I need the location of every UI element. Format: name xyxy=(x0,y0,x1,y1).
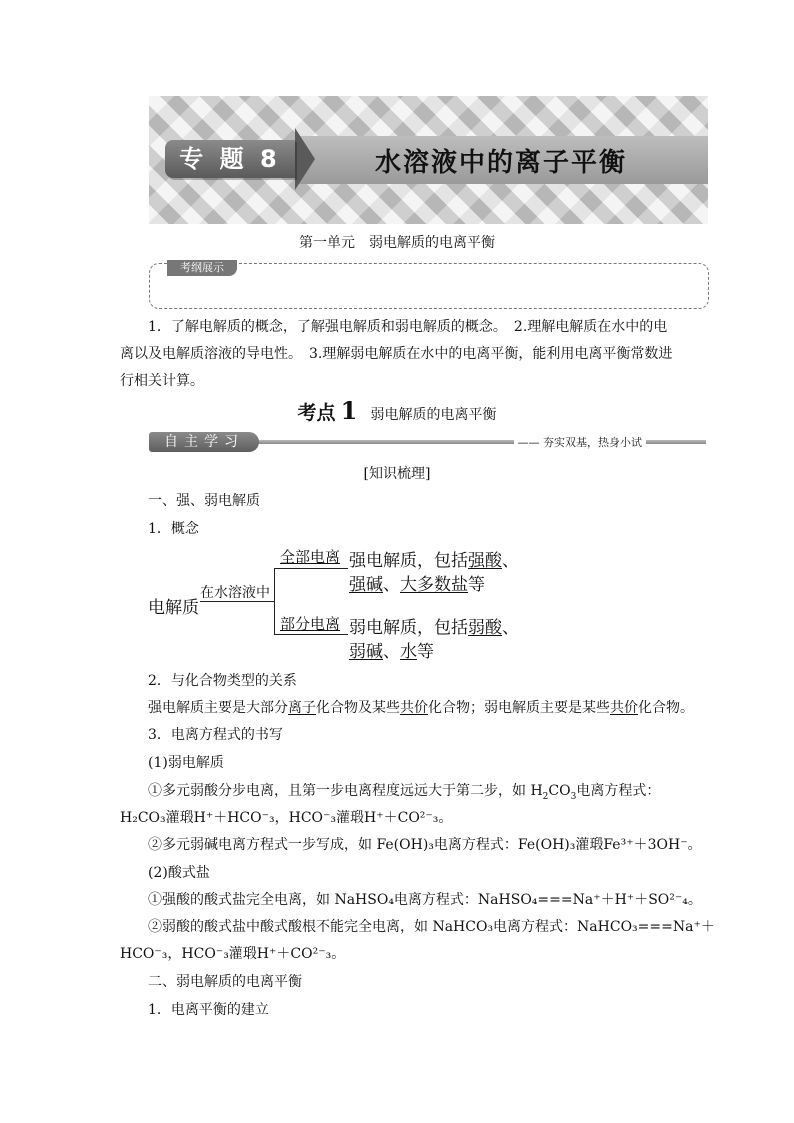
heading-1-3: 3．电离方程式的书写 xyxy=(148,727,283,743)
electrolyte-concept-diagram xyxy=(120,540,540,660)
exam-point-heading xyxy=(0,396,794,425)
diagram-stem-line xyxy=(200,601,274,602)
exam-point-number: 1 xyxy=(340,396,358,425)
sub-heading-weak: (1)弱电解质 xyxy=(148,755,224,771)
diagram-top-branch: 全部电离 xyxy=(280,548,341,566)
weak-acid-equation: H₂CO₃灌瑖H⁺＋HCO⁻₃，HCO⁻₃灌瑖H⁺＋CO²⁻₃。 xyxy=(120,810,453,826)
weak-acid-salt-rule-1: ②弱酸的酸式盐中酸式酸根不能完全电离，如 NaHCO₃电离方程式：NaHCO₃===Na⁺＋ xyxy=(148,919,715,935)
heading-1-2: 2．与化合物类型的关系 xyxy=(148,673,297,689)
self-study-bar xyxy=(149,432,706,452)
diagram-bottom-branch: 部分电离 xyxy=(280,615,341,633)
exam-point-label: 考点 xyxy=(297,402,336,424)
self-study-tag: 自主学习 xyxy=(149,432,259,452)
self-study-subtitle: —— 夯实双基，热身小试 xyxy=(514,434,647,450)
unit-title: 第一单元 弱电解质的电离平衡 xyxy=(299,235,495,251)
bot-weak-base: 弱碱 xyxy=(349,642,383,662)
syllabus-tag: 考纲展示 xyxy=(167,260,237,276)
diagram-fork-line xyxy=(274,568,275,634)
weak-acid-salt-rule-2: HCO⁻₃，HCO⁻₃灌瑖H⁺＋CO²⁻₃。 xyxy=(120,946,346,962)
diagram-bottom-line1 xyxy=(349,613,519,638)
bot-water: 水 xyxy=(400,642,417,662)
syllabus-box xyxy=(149,263,709,309)
sub-3: 3 xyxy=(570,791,577,802)
weak-acid-rule xyxy=(148,780,660,802)
bot-text4: 等 xyxy=(417,642,434,662)
diagram-condition: 在水溶液中 xyxy=(200,585,270,601)
diagram-bottom-arrow xyxy=(274,634,348,635)
top-text4: 等 xyxy=(468,575,485,595)
diagram-top-line2 xyxy=(349,570,485,595)
diagram-top-line1 xyxy=(349,546,519,571)
weak-acid-text1: ①多元弱酸分步电离，且第一步电离程度远远大于第二步，如 H xyxy=(148,783,543,799)
top-strong-acid: 强酸 xyxy=(468,551,502,571)
top-most-salts: 大多数盐 xyxy=(400,575,468,595)
syllabus-text: 1．了解电解质的概念，了解强电解质和弱电解质的概念。 2.理解电解质在水中的电离以及电解质溶液的导电性。 3.理解弱电解质在水中的电离平衡，能利用电离平衡常数进行相关计算。 xyxy=(120,319,673,389)
exam-point-subtitle: 弱电解质的电离平衡 xyxy=(370,407,497,423)
diagram-bottom-line2 xyxy=(349,637,434,662)
knowledge-section-label: [知识梳理] xyxy=(363,466,431,482)
sub-2: 2 xyxy=(542,791,549,802)
rel-covalent1: 共价 xyxy=(400,700,428,716)
heading-2: 二、弱电解质的电离平衡 xyxy=(148,974,302,990)
top-strong-base: 强碱 xyxy=(349,575,383,595)
diagram-root: 电解质 xyxy=(148,598,199,618)
bot-sep1: 、 xyxy=(502,618,519,638)
heading-1: 一、强、弱电解质 xyxy=(148,493,260,509)
weak-acid-text2: CO xyxy=(548,783,571,799)
bot-sep2: 、 xyxy=(383,642,400,662)
top-sep2: 、 xyxy=(383,575,400,595)
topic-banner xyxy=(149,96,708,224)
rel-text2: 化合物及某些 xyxy=(316,700,400,716)
topic-number-tag: 专 题 8 xyxy=(165,140,295,178)
rel-text4: 化合物。 xyxy=(638,700,694,716)
banner-arrow-shape xyxy=(295,128,315,190)
weak-base-rule: ②多元弱碱电离方程式一步写成，如 Fe(OH)₃电离方程式：Fe(OH)₃灌瑖Fe³⁺＋3OH⁻。 xyxy=(148,837,702,853)
top-sep1: 、 xyxy=(502,551,519,571)
rel-text3: 化合物；弱电解质主要是某些 xyxy=(428,700,610,716)
diagram-top-arrow xyxy=(274,568,348,569)
strong-acid-salt-rule: ①强酸的酸式盐完全电离，如 NaHSO₄电离方程式：NaHSO₄===Na⁺＋H⁺＋SO²⁻₄。 xyxy=(148,892,702,908)
bot-text1: 弱电解质，包括 xyxy=(349,618,468,638)
topic-title: 水溶液中的离子平衡 xyxy=(375,148,628,178)
rel-ionic: 离子 xyxy=(288,700,316,716)
sub-heading-acid-salt: (2)酸式盐 xyxy=(148,865,210,881)
top-text1: 强电解质，包括 xyxy=(349,551,468,571)
heading-2-1: 1．电离平衡的建立 xyxy=(148,1002,269,1018)
heading-1-1: 1．概念 xyxy=(148,521,199,537)
bot-weak-acid: 弱酸 xyxy=(468,618,502,638)
rel-text1: 强电解质主要是大部分 xyxy=(148,700,288,716)
relation-text xyxy=(148,697,694,717)
weak-acid-text3: 电离方程式： xyxy=(576,783,661,799)
rel-covalent2: 共价 xyxy=(610,700,638,716)
